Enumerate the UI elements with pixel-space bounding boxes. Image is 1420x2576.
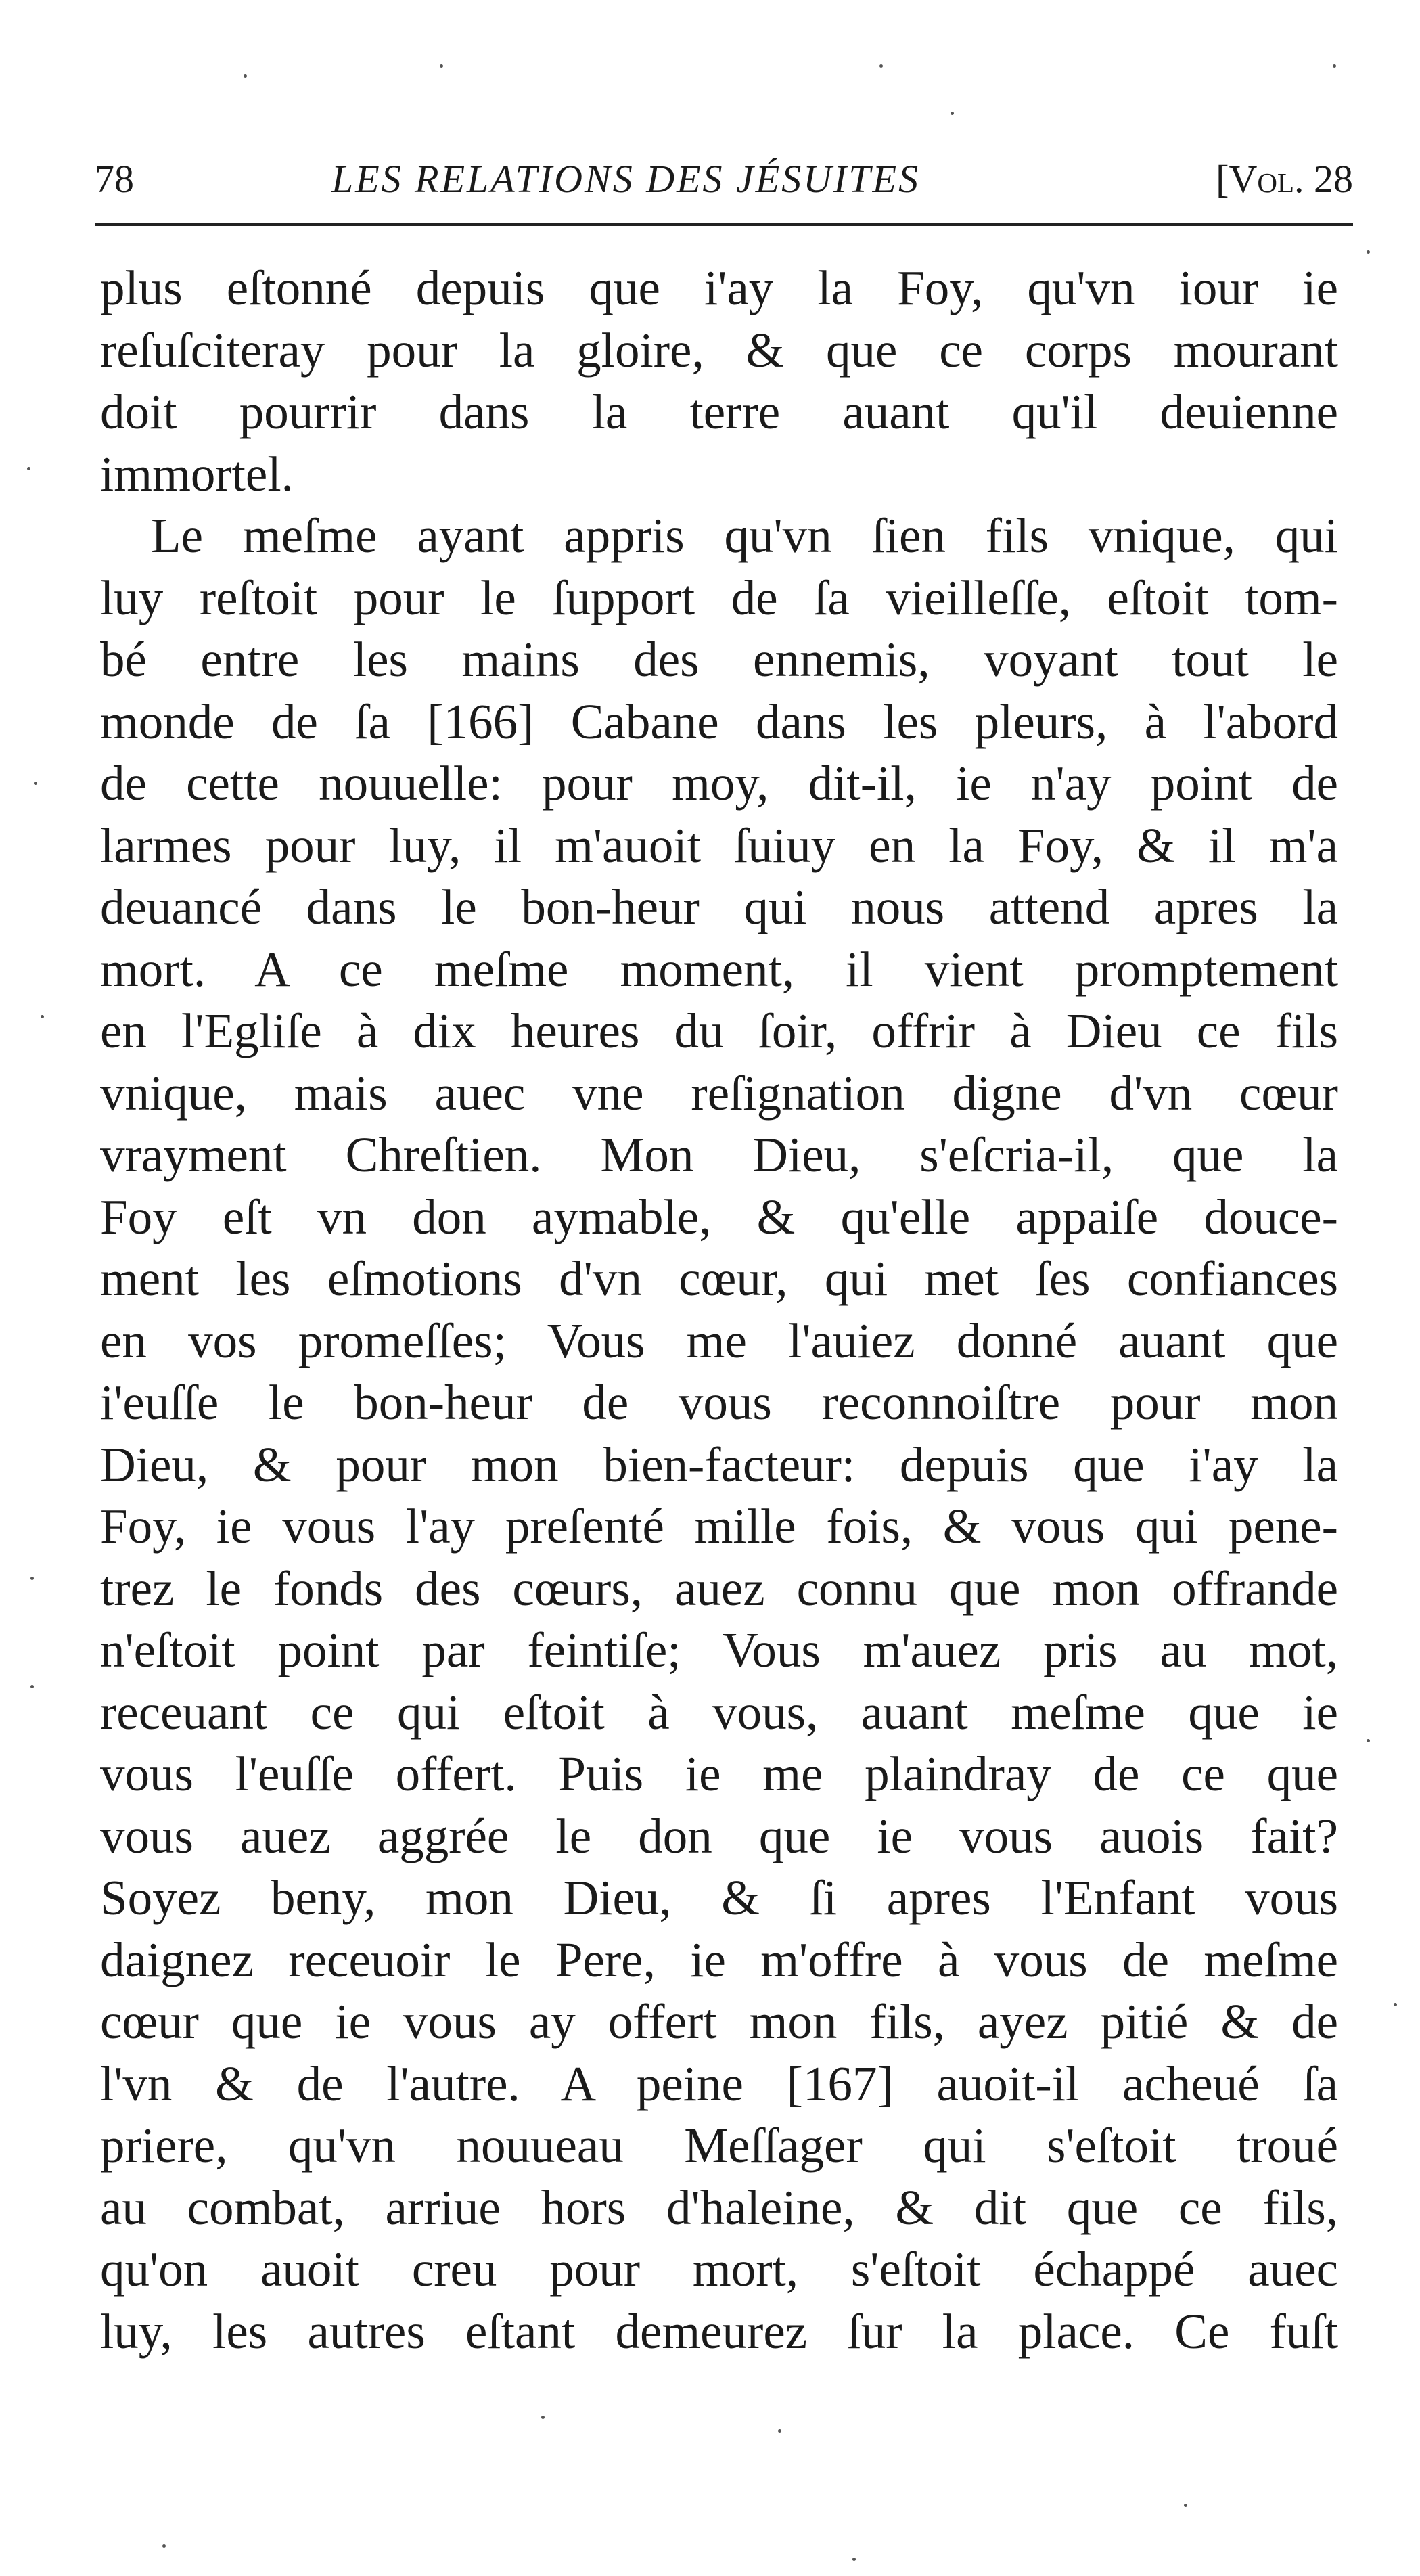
- text-line: de cette nouuelle: pour moy, dit-il, ie n'ay point de: [100, 756, 1338, 811]
- text-line: vous l'euſſe offert. Puis ie me plaindray de ce que: [100, 1746, 1338, 1801]
- text-line: doit pourrir dans la terre auant qu'il deuienne: [100, 384, 1338, 439]
- scan-speck: [1367, 250, 1370, 254]
- running-header: [95, 152, 1353, 206]
- scan-speck: [440, 64, 443, 68]
- text-line: en vos promeſſes; Vous me l'auiez donné auant que: [100, 1313, 1338, 1368]
- text-line: vnique, mais auec vne reſignation digne d'vn cœur: [100, 1065, 1338, 1121]
- volume-label: [Vol. 28: [1216, 157, 1353, 201]
- text-line: Foy eſt vn don aymable, & qu'elle appaiſe douce-: [100, 1189, 1338, 1244]
- body-text: [100, 257, 1338, 2362]
- text-line: plus eſtonné depuis que i'ay la Foy, qu'vn iour ie: [100, 261, 1338, 315]
- text-line: larmes pour luy, il m'auoit ſuiuy en la Foy, & il m'a: [100, 817, 1338, 873]
- text-line: immortel.: [100, 446, 294, 501]
- scan-speck: [1394, 2003, 1397, 2006]
- scan-speck: [30, 1577, 34, 1580]
- text-line: Le meſme ayant appris qu'vn ſien fils vnique, qui: [151, 508, 1338, 563]
- text-line: l'vn & de l'autre. A peine [167] auoit-il acheué ſa: [100, 2056, 1338, 2111]
- scan-speck: [1184, 2504, 1187, 2507]
- text-line: luy, les autres eſtant demeurez ſur la place. Ce fuſt: [100, 2303, 1338, 2359]
- text-line: Dieu, & pour mon bien-facteur: depuis que i'ay la: [100, 1437, 1338, 1492]
- scan-speck: [541, 2416, 545, 2419]
- text-line: trez le fonds des cœurs, auez connu que mon offrande: [100, 1560, 1338, 1616]
- text-line: reſuſciteray pour la gloire, & que ce corps mourant: [100, 322, 1338, 378]
- running-title: LES RELATIONS DES JÉSUITES: [331, 157, 921, 201]
- scan-speck: [30, 1685, 34, 1688]
- text-line: n'eſtoit point par feintiſe; Vous m'auez pris au mot,: [100, 1623, 1338, 1677]
- text-line: monde de ſa [166] Cabane dans les pleurs, à l'abord: [100, 694, 1338, 749]
- text-line: receuant ce qui eſtoit à vous, auant meſme que ie: [100, 1684, 1338, 1740]
- text-line: vous auez aggrée le don que ie vous auois fait?: [100, 1808, 1338, 1863]
- text-line: priere, qu'vn nouueau Meſſager qui s'eſtoit troué: [100, 2118, 1338, 2173]
- text-line: Foy, ie vous l'ay preſenté mille fois, & vous qui pene-: [100, 1499, 1338, 1554]
- text-line: Soyez beny, mon Dieu, & ſi apres l'Enfant vous: [100, 1870, 1338, 1925]
- text-line: en l'Egliſe à dix heures du ſoir, offrir à Dieu ce fils: [100, 1003, 1338, 1058]
- text-line: deuancé dans le bon-heur qui nous attend apres la: [100, 880, 1338, 934]
- scan-speck: [1367, 1739, 1370, 1742]
- text-line: mort. A ce meſme moment, il vient promptement: [100, 941, 1338, 997]
- scan-speck: [778, 2429, 781, 2433]
- header-rule: [95, 223, 1353, 226]
- text-line: daignez receuoir le Pere, ie m'offre à vous de meſme: [100, 1932, 1338, 1987]
- page-number: 78: [95, 157, 134, 201]
- text-line: luy reſtoit pour le ſupport de ſa vieilleſſe, eſtoit tom-: [100, 570, 1338, 625]
- scan-speck: [852, 2558, 856, 2561]
- scan-speck: [1333, 64, 1336, 68]
- scan-speck: [879, 64, 883, 68]
- text-line: vrayment Chreſtien. Mon Dieu, s'eſcria-il, que la: [100, 1127, 1338, 1182]
- scan-speck: [34, 782, 37, 785]
- scan-speck: [244, 74, 247, 78]
- text-line: cœur que ie vous ay offert mon fils, ayez pitié & de: [100, 1994, 1338, 2049]
- text-line: bé entre les mains des ennemis, voyant tout le: [100, 632, 1338, 687]
- text-line: au combat, arriue hors d'haleine, & dit que ce fils,: [100, 2179, 1338, 2235]
- text-line: qu'on auoit creu pour mort, s'eſtoit échappé auec: [100, 2242, 1338, 2297]
- scan-speck: [951, 112, 954, 115]
- text-line: ment les eſmotions d'vn cœur, qui met ſes confiances: [100, 1251, 1338, 1306]
- scan-speck: [41, 1015, 44, 1018]
- scan-speck: [27, 467, 30, 470]
- text-line: i'euſſe le bon-heur de vous reconnoiſtre pour mon: [100, 1375, 1338, 1430]
- scan-speck: [162, 2544, 166, 2548]
